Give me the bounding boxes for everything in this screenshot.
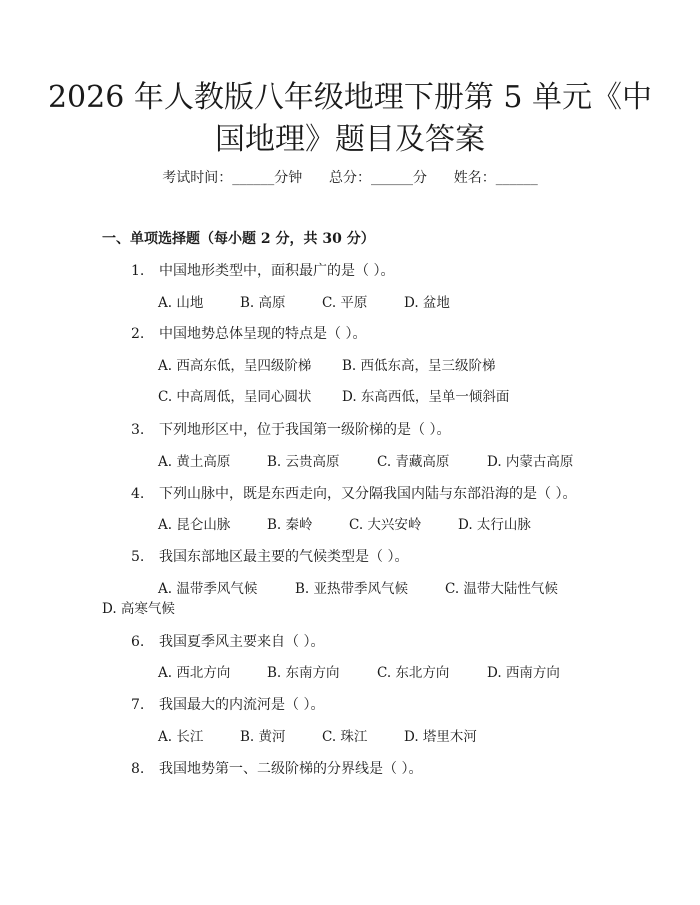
question-text: 我国地势第一、二级阶梯的分界线是（ ）。 (159, 761, 423, 777)
question-3 (131, 420, 450, 440)
option-a: A. 长江 (158, 729, 204, 745)
question-6-options (158, 663, 560, 683)
question-number: 6. (131, 634, 145, 650)
exam-meta-info: 考试时间：______分钟 总分：______分 姓名：______ (162, 170, 538, 186)
option-a: A. 西高东低，呈四级阶梯 (158, 358, 312, 374)
option-d: D. 太行山脉 (458, 517, 531, 533)
question-number: 7. (131, 697, 145, 713)
option-c: C. 中高周低，呈同心圆状 (158, 389, 312, 405)
option-d: D. 东高西低，呈单一倾斜面 (342, 389, 510, 405)
question-text: 中国地势总体呈现的特点是（ ）。 (159, 326, 367, 342)
question-5 (131, 547, 408, 567)
question-2 (131, 324, 366, 344)
option-d: D. 西南方向 (487, 665, 560, 681)
question-4 (131, 484, 576, 504)
question-2-options-row-2 (158, 387, 509, 407)
question-1-options (158, 293, 450, 313)
option-c: C. 青藏高原 (377, 454, 450, 470)
option-b: B. 黄河 (240, 729, 286, 745)
option-a: A. 温带季风气候 (158, 581, 258, 597)
question-1 (131, 261, 394, 281)
option-d: D. 内蒙古高原 (487, 454, 574, 470)
page-title-line-2: 国地理》题目及答案 (215, 122, 485, 157)
question-6 (131, 632, 324, 652)
option-b: B. 东南方向 (267, 665, 340, 681)
option-b: B. 西低东高，呈三级阶梯 (342, 358, 496, 374)
option-a: A. 西北方向 (158, 665, 231, 681)
option-a: A. 山地 (158, 295, 204, 311)
question-number: 8. (131, 761, 145, 777)
question-number: 1. (131, 263, 145, 279)
option-a: A. 昆仑山脉 (158, 517, 231, 533)
question-text: 下列山脉中，既是东西走向，又分隔我国内陆与东部沿海的是（ ）。 (159, 486, 577, 502)
section-heading: 一、单项选择题（每小题 2 分，共 30 分） (102, 231, 375, 247)
question-text: 我国最大的内流河是（ ）。 (159, 697, 325, 713)
question-2-options-row-1 (158, 356, 496, 376)
question-3-options (158, 452, 573, 472)
question-7 (131, 695, 324, 715)
question-text: 我国夏季风主要来自（ ）。 (159, 634, 325, 650)
option-c: C. 大兴安岭 (349, 517, 422, 533)
option-c: C. 珠江 (322, 729, 368, 745)
question-5-options-row-1 (158, 579, 558, 599)
option-d: D. 盆地 (404, 295, 450, 311)
option-b: B. 高原 (240, 295, 286, 311)
question-number: 2. (131, 326, 145, 342)
question-text: 中国地形类型中，面积最广的是（ ）。 (159, 263, 395, 279)
question-text: 我国东部地区最主要的气候类型是（ ）。 (159, 549, 409, 565)
question-7-options (158, 727, 477, 747)
option-b: B. 亚热带季风气候 (295, 581, 409, 597)
option-d: D. 塔里木河 (404, 729, 477, 745)
option-c: C. 温带大陆性气候 (445, 581, 558, 597)
option-b: B. 秦岭 (267, 517, 313, 533)
question-number: 5. (131, 549, 145, 565)
question-5-options-row-2 (102, 599, 175, 619)
question-text: 下列地形区中，位于我国第一级阶梯的是（ ）。 (159, 422, 451, 438)
page-title-line-1: 2026 年人教版八年级地理下册第 5 单元《中 (47, 80, 653, 115)
option-d: D. 高寒气候 (102, 601, 175, 617)
question-4-options (158, 515, 531, 535)
question-8 (131, 759, 422, 779)
option-c: C. 平原 (322, 295, 368, 311)
option-c: C. 东北方向 (377, 665, 450, 681)
question-number: 3. (131, 422, 145, 438)
option-a: A. 黄土高原 (158, 454, 231, 470)
option-b: B. 云贵高原 (267, 454, 340, 470)
question-number: 4. (131, 486, 145, 502)
